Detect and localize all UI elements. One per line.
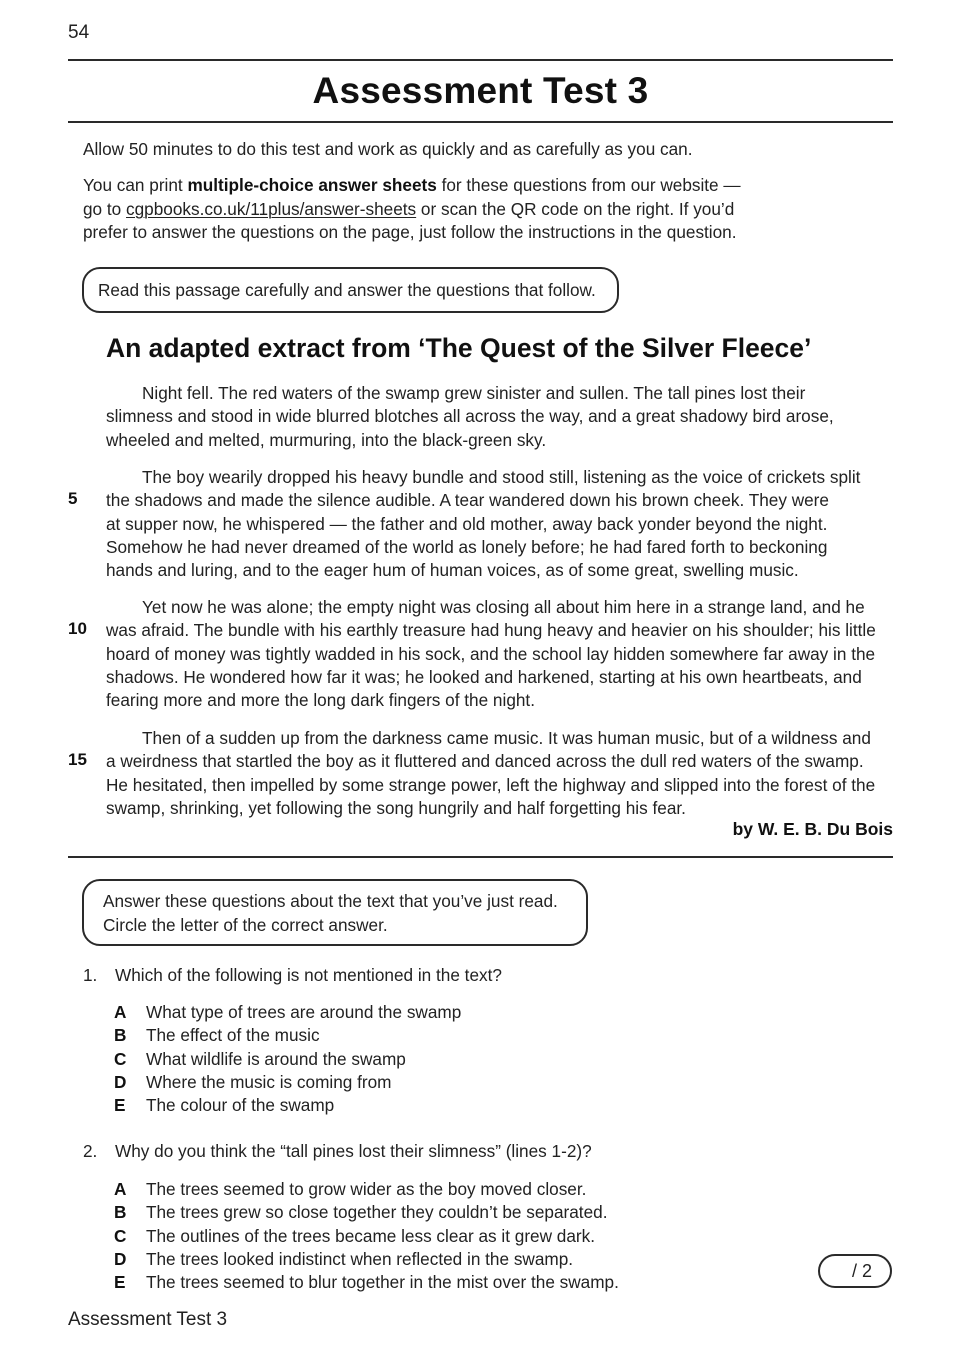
score-box: / 2 [818,1254,892,1288]
question-text: Why do you think the “tall pines lost their slimness” (lines 1-2)? [115,1141,592,1161]
passage-line: Somehow he had never dreamed of the world as lonely before; he had fared forth to beckoning [106,536,828,557]
option-letter[interactable]: A [114,1002,127,1022]
question-1-options [114,1001,461,1117]
option-letter[interactable]: A [114,1179,127,1199]
passage-line: Then of a sudden up from the darkness came music. It was human music, but of a wildness and [142,728,871,748]
passage-line: slimness and stood in wide blurred blotches all across the way, and a great shadowy bird arose, [106,406,834,427]
option-text: Where the music is coming from [146,1071,392,1092]
passage-line: was afraid. The bundle with his earthly treasure had hung heavy and heavier on his shoulder; his little [106,620,876,641]
option-text: The effect of the music [146,1025,320,1046]
passage-line: He hesitated, then impelled by some strange power, left the highway and slipped into the forest of the [106,774,876,795]
option-c[interactable] [114,1048,461,1071]
passage-paragraph-4 [106,727,896,820]
intro-text: You can print [83,175,188,195]
line-number-10: 10 [68,619,87,638]
option-letter[interactable]: C [114,1225,127,1246]
option-b[interactable] [114,1201,619,1224]
question-1 [83,965,502,986]
answer-instruction-box [82,879,588,946]
question-number: 1. [83,965,98,985]
option-text: The trees grew so close together they couldn’t be separated. [146,1202,608,1223]
passage-divider [68,856,893,858]
answer-sheet-info [83,174,863,245]
option-a[interactable] [114,1001,461,1024]
passage-line: The boy wearily dropped his heavy bundle and stood still, listening as the voice of crickets split [142,467,861,487]
passage-line: shadows. He wondered how far it was; he looked and harkened, starting at his own heartbeats, and [106,666,862,687]
passage-line: swamp, shrinking, yet following the song hungrily and half forgetting his fear. [106,797,686,818]
option-letter[interactable]: E [114,1095,126,1116]
top-divider [68,59,893,61]
intro-text: or scan the QR code on the right. If you’d [416,198,735,219]
question-text: Which of the following is not mentioned in the text? [115,965,502,985]
answer-sheets-link[interactable]: cgpbooks.co.uk/11plus/answer-sheets [126,198,417,219]
option-letter[interactable]: C [114,1048,127,1069]
passage-line: Night fell. The red waters of the swamp grew sinister and sullen. The tall pines lost their [142,383,806,403]
passage-line: Yet now he was alone; the empty night was closing all about him here in a strange land, and he [142,597,865,617]
option-letter[interactable]: D [114,1071,127,1092]
option-letter[interactable]: D [114,1248,127,1269]
option-d[interactable] [114,1248,619,1271]
passage-paragraph-1 [106,382,896,452]
option-text: The trees seemed to blur together in the mist over the swamp. [146,1272,619,1293]
passage-paragraph-3 [106,596,896,712]
passage-line: a weirdness that startled the boy as it fluttered and danced across the dull red waters of the swamp. [106,751,864,772]
option-text: What type of trees are around the swamp [146,1002,462,1022]
intro-bold-text: multiple-choice answer sheets [187,175,437,195]
option-d[interactable] [114,1071,461,1094]
intro-text: prefer to answer the questions on the page, just follow the instructions in the question. [83,222,737,242]
option-text: What wildlife is around the swamp [146,1048,406,1069]
page-title: Assessment Test 3 [312,70,649,111]
passage-line: at supper now, he whispered — the father and old mother, away back yonder beyond the night. [106,513,828,534]
page-number: 54 [68,22,90,43]
intro-text: go to [83,198,127,219]
option-e[interactable] [114,1094,461,1117]
question-2 [83,1141,592,1162]
time-instruction: Allow 50 minutes to do this test and work as quickly and as carefully as you can. [83,139,693,159]
question-2-options [114,1178,619,1294]
page-footer: Assessment Test 3 [68,1309,228,1330]
option-a[interactable] [114,1178,619,1201]
question-number: 2. [83,1141,98,1161]
option-letter[interactable]: B [114,1202,127,1223]
intro-text: for these questions from our website — [436,175,741,195]
line-number-15: 15 [68,750,87,769]
option-text: The trees looked indistinct when reflected in the swamp. [146,1248,574,1269]
passage-title: An adapted extract from ‘The Quest of the Silver Fleece’ [106,333,812,363]
passage-line: hands and luring, and to the eager hum of human voices, as of some great, swelling music. [106,560,799,581]
option-letter[interactable]: E [114,1272,126,1293]
passage-line: wheeled and melted, murmuring, into the black-green sky. [106,429,547,450]
passage-line: the shadows and made the silence audible. A tear wandered down his brown cheek. They were [106,490,829,511]
option-text: The trees seemed to grow wider as the boy moved closer. [146,1179,587,1199]
title-divider [68,121,893,123]
option-c[interactable] [114,1225,619,1248]
passage-line: fearing more and more the long dark fingers of the night. [106,690,535,711]
passage-paragraph-2 [106,466,896,582]
option-e[interactable] [114,1271,619,1294]
option-b[interactable] [114,1024,461,1047]
instruction-line: Circle the letter of the correct answer. [103,914,388,935]
instruction-line: Answer these questions about the text that you’ve just read. [103,891,558,911]
option-text: The outlines of the trees became less clear as it grew dark. [146,1225,595,1246]
option-text: The colour of the swamp [146,1095,335,1116]
line-number-5: 5 [68,489,78,508]
author-byline: by W. E. B. Du Bois [732,819,893,839]
passage-instruction-box: Read this passage carefully and answer the questions that follow. [82,267,619,313]
passage-line: hoard of money was tightly wadded in his sock, and the school lay hidden somewhere far away in the [106,643,876,664]
option-letter[interactable]: B [114,1025,127,1046]
